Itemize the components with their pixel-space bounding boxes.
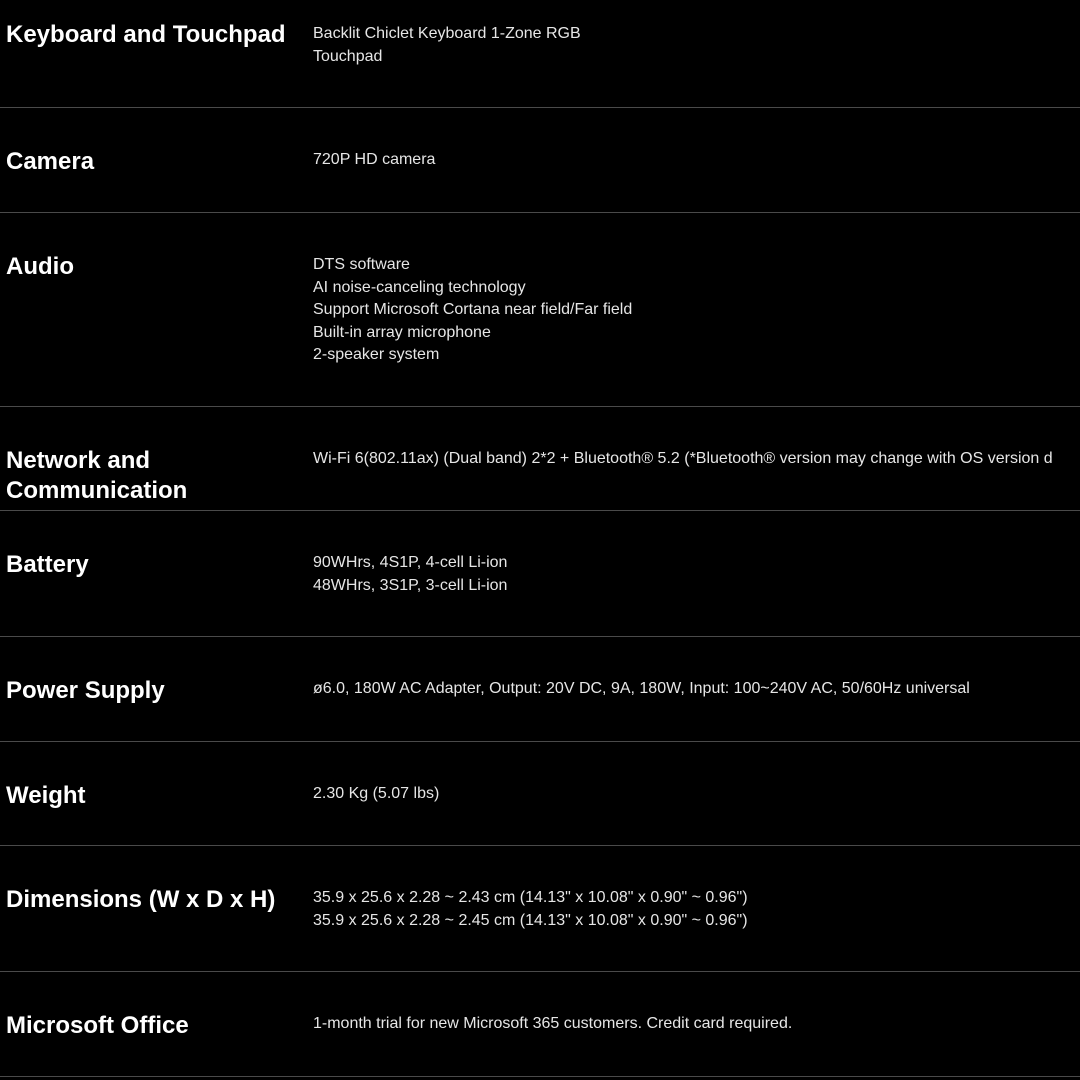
spec-value: AI noise-canceling technology bbox=[313, 278, 526, 296]
spec-value: 35.9 x 25.6 x 2.28 ~ 2.45 cm (14.13" x 10.08" x 0.90" ~ 0.96") bbox=[313, 911, 748, 929]
spec-value: Support Microsoft Cortana near field/Far field bbox=[313, 301, 633, 318]
spec-value: ø6.0, 180W AC Adapter, Output: 20V DC, 9A, 180W, Input: 100~240V AC, 50/60Hz universal bbox=[313, 680, 970, 697]
spec-value: 48WHrs, 3S1P, 3-cell Li-ion bbox=[313, 576, 508, 594]
spec-row-weight bbox=[0, 742, 1080, 846]
spec-values-weight bbox=[313, 783, 1080, 806]
spec-label-keyboard: Keyboard and Touchpad bbox=[6, 21, 286, 48]
spec-values-office bbox=[313, 1013, 1080, 1036]
spec-label-weight: Weight bbox=[6, 782, 86, 809]
spec-label-battery: Battery bbox=[6, 551, 89, 578]
spec-row-office bbox=[0, 972, 1080, 1077]
spec-value: DTS software bbox=[313, 256, 410, 273]
spec-value: 1-month trial for new Microsoft 365 customers. Credit card required. bbox=[313, 1015, 793, 1032]
spec-label-network: Network and Communication bbox=[6, 447, 188, 504]
spec-values-keyboard bbox=[313, 23, 1080, 68]
spec-row-dimensions bbox=[0, 846, 1080, 972]
spec-value: Wi-Fi 6(802.11ax) (Dual band) 2*2 + Bluetooth® 5.2 (*Bluetooth® version may change with OS version d bbox=[313, 450, 1053, 467]
spec-row-battery bbox=[0, 511, 1080, 637]
spec-value: 90WHrs, 4S1P, 4-cell Li-ion bbox=[313, 554, 508, 571]
spec-value: 2.30 Kg (5.07 lbs) bbox=[313, 785, 440, 802]
spec-row-network bbox=[0, 407, 1080, 511]
spec-value: 2-speaker system bbox=[313, 346, 440, 363]
spec-values-audio bbox=[313, 254, 1080, 367]
spec-value: Touchpad bbox=[313, 47, 383, 65]
spec-row-keyboard bbox=[0, 0, 1080, 108]
spec-label-audio: Audio bbox=[6, 253, 74, 280]
spec-values-power bbox=[313, 678, 1080, 701]
spec-value: Backlit Chiclet Keyboard 1-Zone RGB bbox=[313, 25, 581, 42]
spec-value: Built-in array microphone bbox=[313, 323, 491, 341]
spec-label-camera: Camera bbox=[6, 148, 95, 175]
spec-value: 35.9 x 25.6 x 2.28 ~ 2.43 cm (14.13" x 10.08" x 0.90" ~ 0.96") bbox=[313, 889, 748, 906]
spec-label-dimensions: Dimensions (W x D x H) bbox=[6, 886, 276, 913]
spec-values-dimensions bbox=[313, 887, 1080, 932]
spec-values-camera bbox=[313, 149, 1080, 172]
spec-row-camera bbox=[0, 108, 1080, 213]
spec-values-network bbox=[313, 448, 1080, 471]
spec-values-battery bbox=[313, 552, 1080, 597]
spec-row-audio bbox=[0, 213, 1080, 407]
spec-label-office: Microsoft Office bbox=[6, 1012, 189, 1039]
spec-value: 720P HD camera bbox=[313, 151, 436, 168]
spec-row-power bbox=[0, 637, 1080, 742]
spec-label-power: Power Supply bbox=[6, 677, 165, 704]
